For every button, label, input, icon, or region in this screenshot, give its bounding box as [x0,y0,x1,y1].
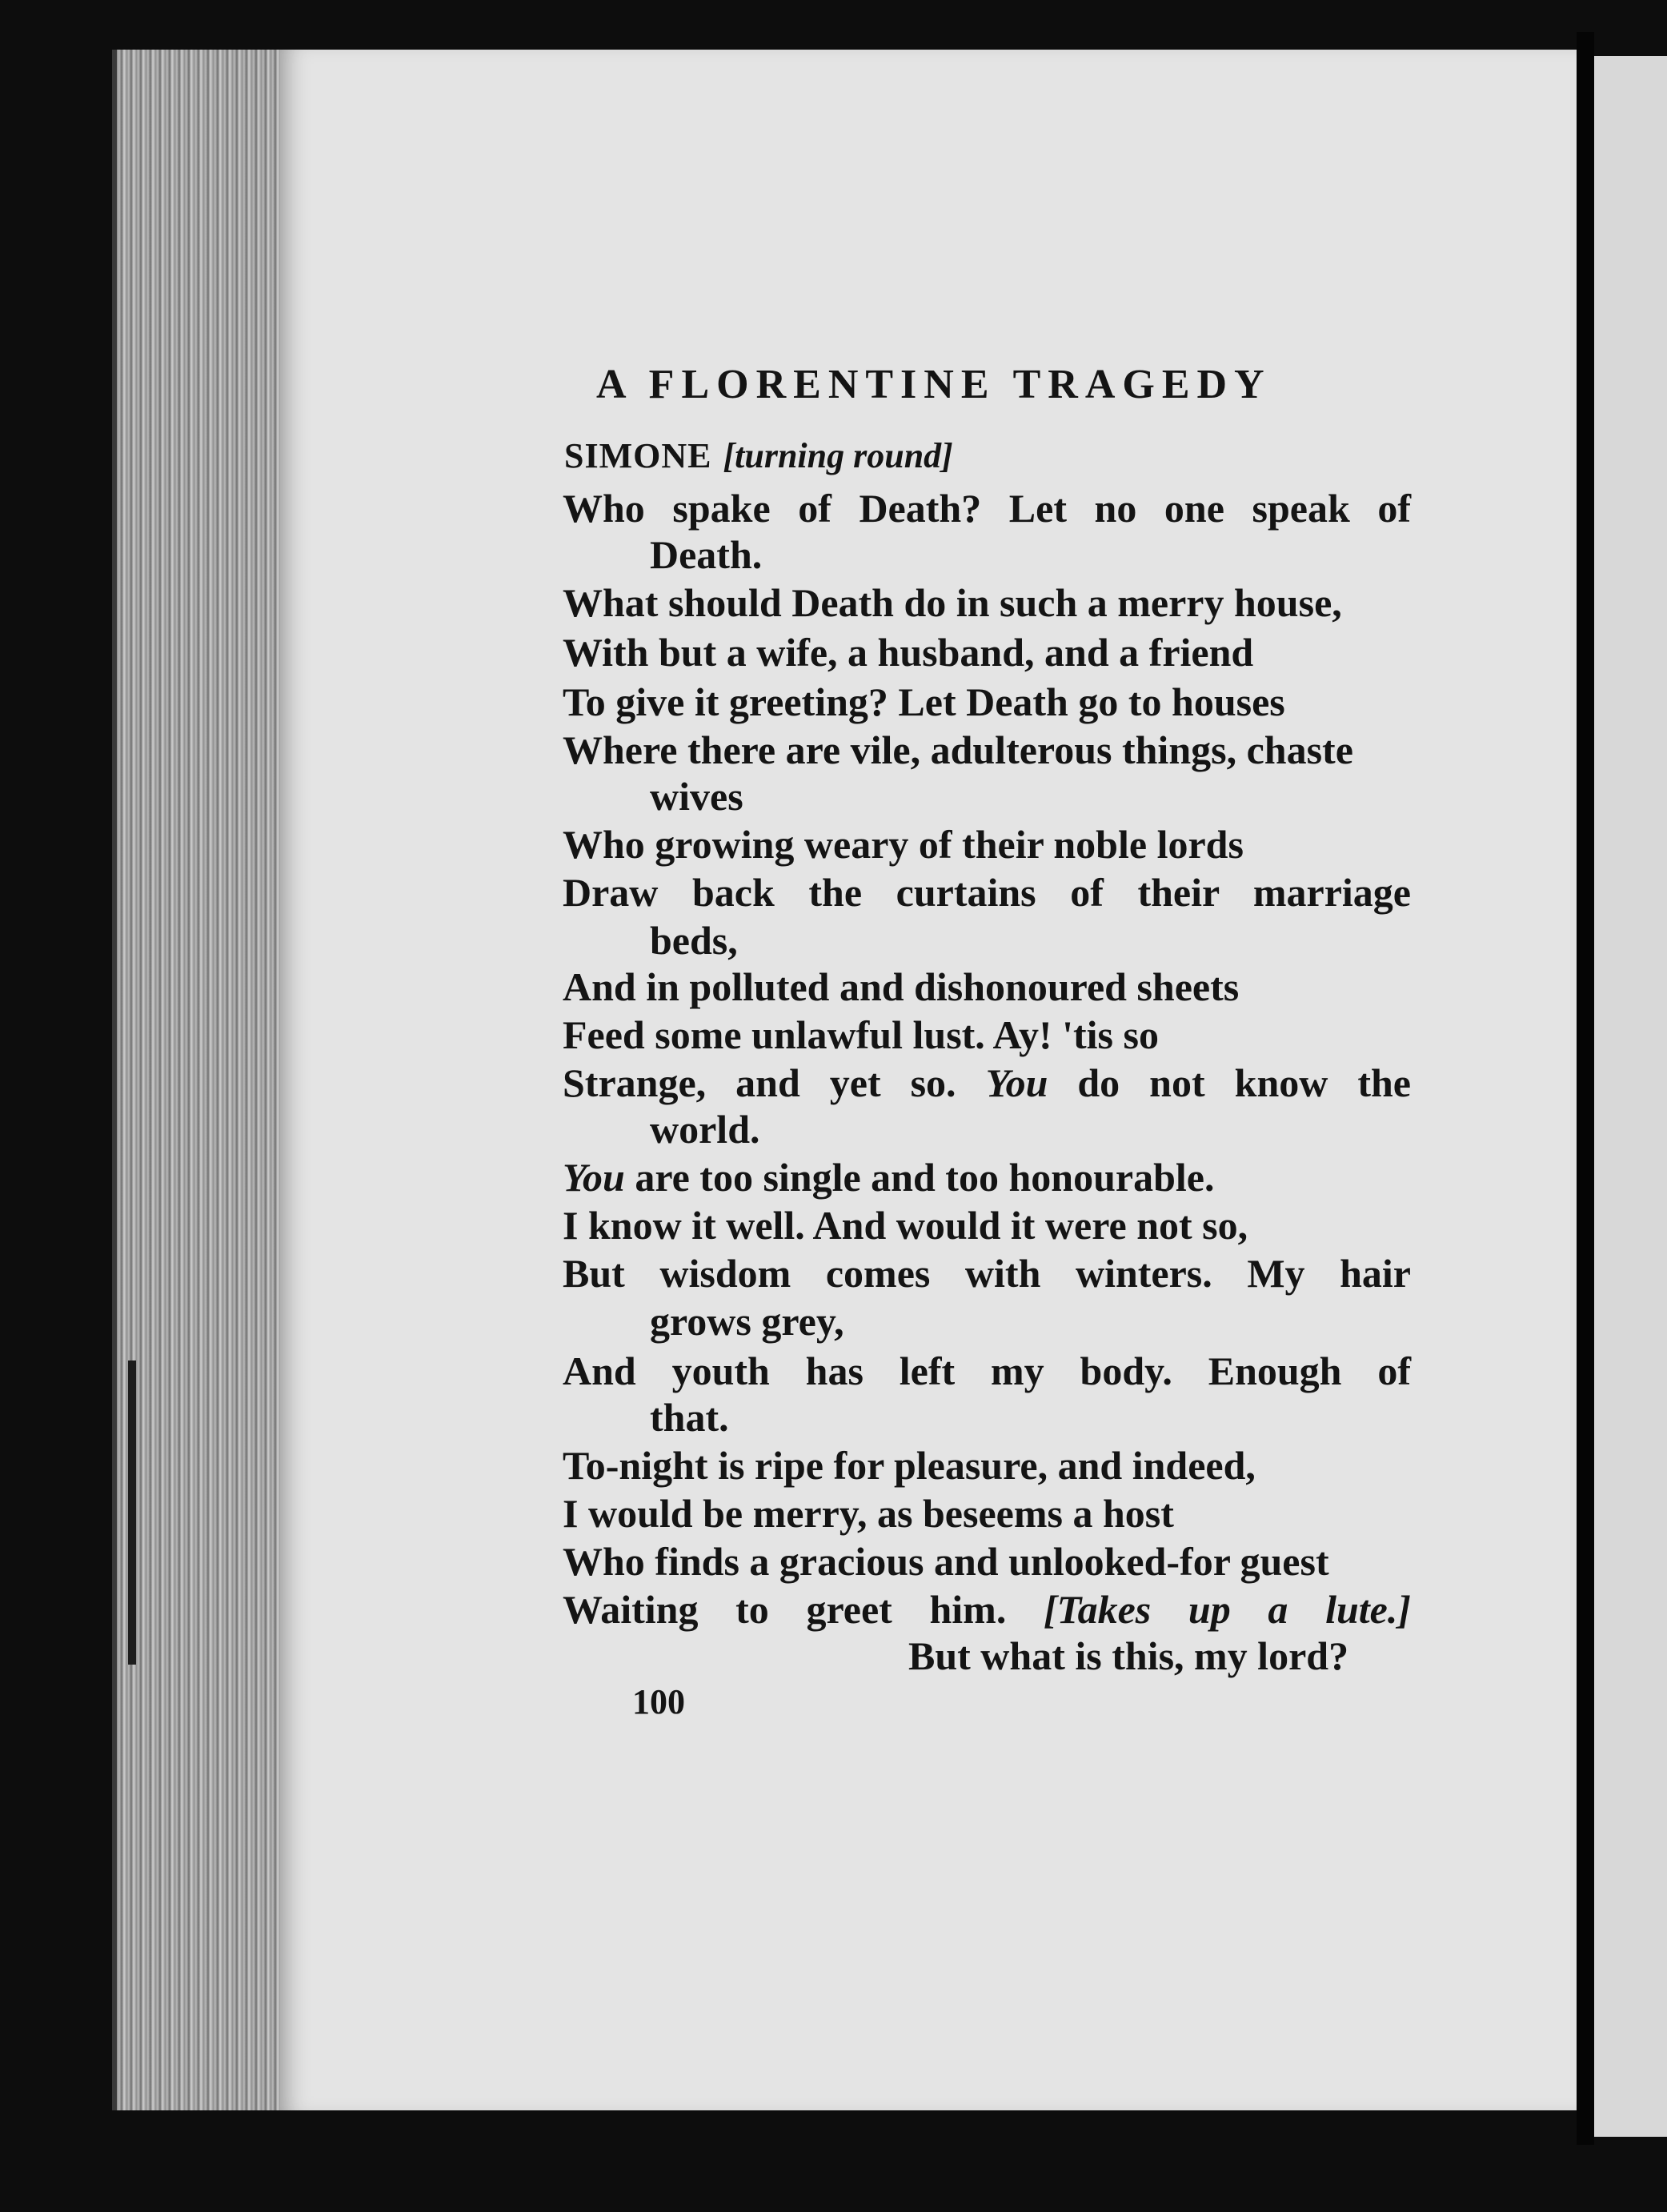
verse-line: that. [650,1395,729,1440]
emphasis-you: You [563,1155,625,1200]
page-number: 100 [632,1682,685,1721]
verse-line: beds, [650,918,738,963]
verse-line: wives [650,774,743,819]
verse-segment: Strange, and yet so. [563,1060,956,1105]
facing-page-edge [1594,56,1667,2137]
verse-line [563,1155,1215,1200]
speaker-line [564,436,953,475]
verse-segment: are too single and too honourable. [635,1155,1215,1200]
verse-line: With but a wife, a husband, and a friend [563,630,1254,675]
verse-line: Death. [650,532,763,577]
stage-direction: [Takes up a lute.] [1044,1587,1412,1632]
verse-line: To-night is ripe for pleasure, and indeed, [563,1443,1256,1488]
speaker-name: SIMONE [564,436,712,475]
verse-line: Draw back the curtains of their marriage [563,870,1411,915]
verse-line: grows grey, [650,1299,844,1344]
emphasis-you: You [985,1060,1048,1105]
verse-line: Who growing weary of their noble lords [563,822,1244,867]
verse-segment: Waiting to greet him. [563,1587,1007,1632]
verse-line: What should Death do in such a merry house, [563,580,1342,625]
verse-line: Feed some unlawful lust. Ay! 'tis so [563,1012,1159,1057]
edge-shadow [128,1360,136,1665]
verse-line: I know it well. And would it were not so, [563,1203,1248,1248]
running-head: A FLORENTINE TRAGEDY [596,362,1272,407]
verse-line: Who spake of Death? Let no one speak of [563,486,1411,531]
verse-line: But what is this, my lord? [908,1633,1349,1678]
verse-line: Who finds a gracious and unlooked-for guest [563,1539,1329,1584]
verse-line: But wisdom comes with winters. My hair [563,1251,1411,1296]
verse-line: I would be merry, as beseems a host [563,1491,1174,1536]
verse-line: Where there are vile, adulterous things, chaste [563,727,1353,772]
verse-line: To give it greeting? Let Death go to houses [563,679,1285,724]
verse-line [563,1060,1412,1105]
book-gutter [1577,32,1594,2145]
verse-line: And youth has left my body. Enough of [563,1348,1411,1393]
verse-line: world. [650,1107,760,1152]
verse-segment: do not know the [1077,1060,1412,1105]
verse-line [563,1587,1412,1632]
verse-line: And in polluted and dishonoured sheets [563,964,1240,1009]
stage-direction: [turning round] [723,436,953,475]
